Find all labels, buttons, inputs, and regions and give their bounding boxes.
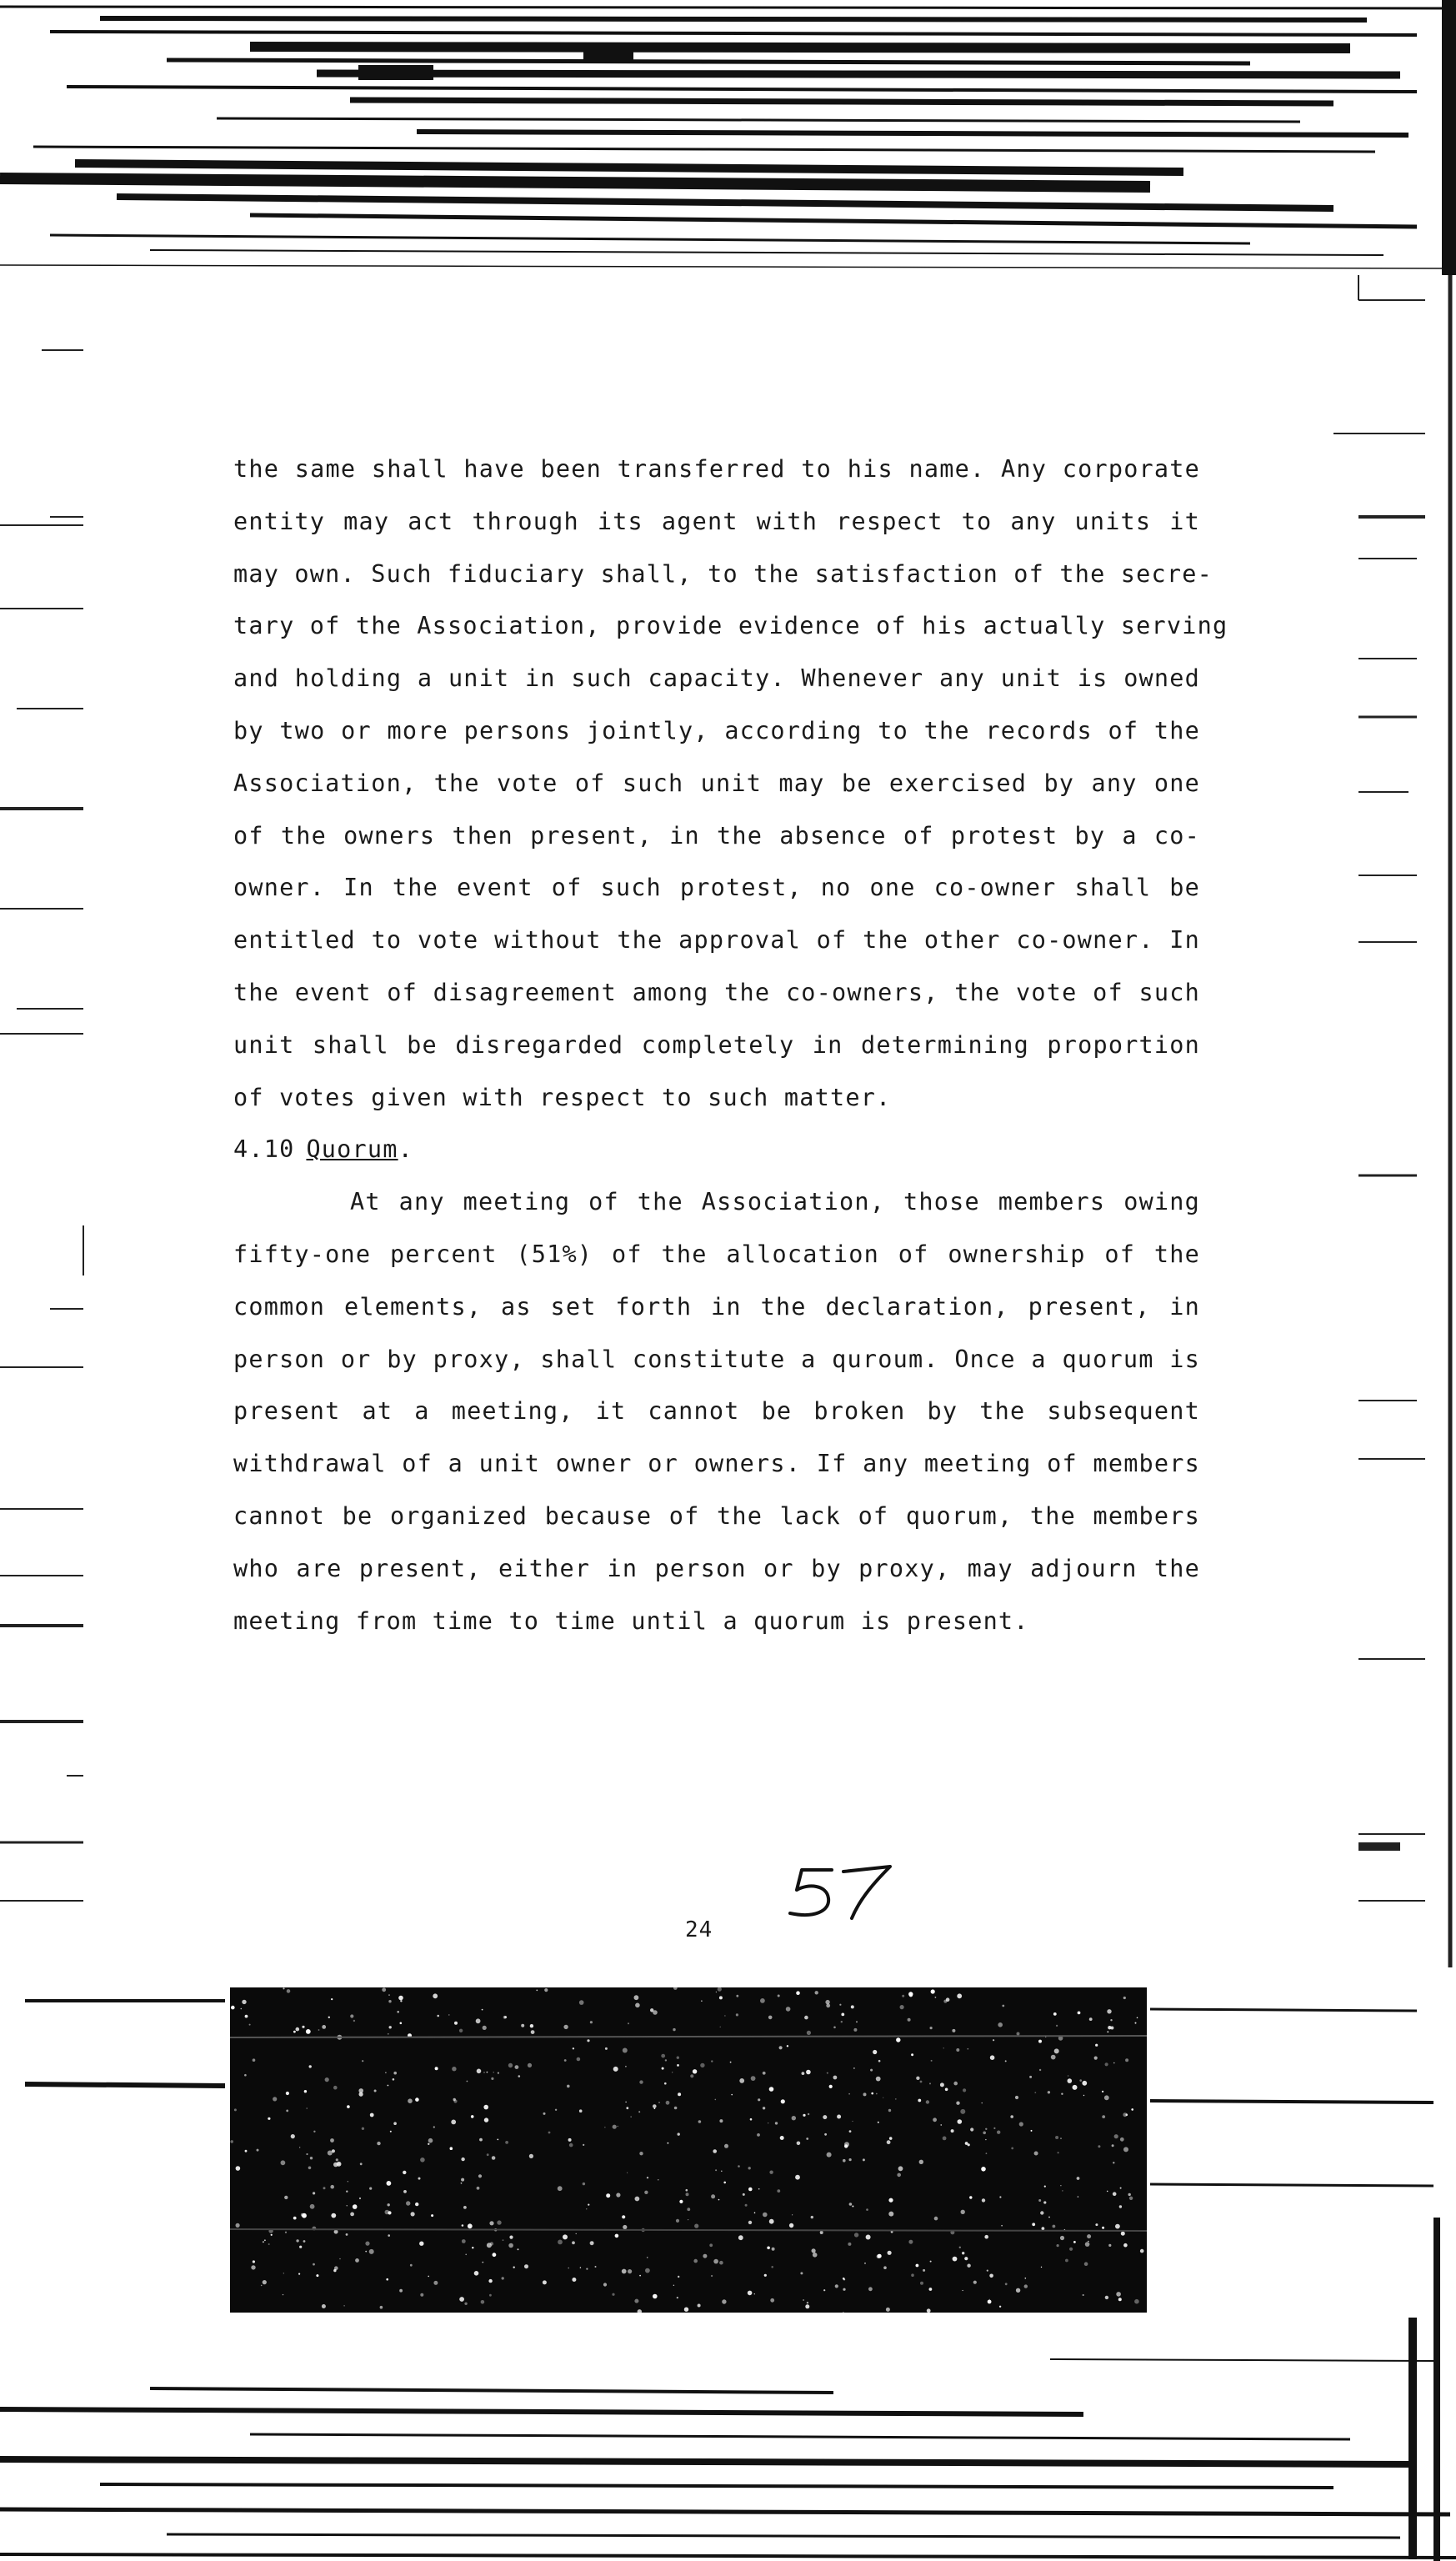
section-number: 4.10 bbox=[233, 1135, 295, 1164]
paragraph-voting bbox=[233, 444, 1228, 1124]
section-title: Quorum bbox=[306, 1135, 398, 1164]
section-title-punctuation: . bbox=[398, 1135, 413, 1164]
text-line: owner. In the event of such protest, no one co-owner shall be bbox=[233, 874, 1200, 902]
text-line: Association, the vote of such unit may be exercised by any one bbox=[233, 769, 1200, 797]
text-line: entitled to vote without the approval of the other co-owner. In bbox=[233, 926, 1200, 955]
text-line: may own. Such fiduciary shall, to the satisfaction of the secre- bbox=[233, 559, 1213, 588]
text-line: who are present, either in person or by proxy, may adjourn the bbox=[233, 1554, 1200, 1582]
text-line: of votes given with respect to such matter. bbox=[233, 1083, 892, 1111]
page-number: 24 bbox=[685, 1917, 713, 1942]
text-line: At any meeting of the Association, those members owing bbox=[350, 1188, 1200, 1216]
scan-noise-left-margin bbox=[0, 275, 108, 1967]
text-line: cannot be organized because of the lack of quorum, the members bbox=[233, 1501, 1200, 1530]
text-line: by two or more persons jointly, according to the records of the bbox=[233, 716, 1200, 744]
document-body bbox=[233, 444, 1228, 1647]
text-line: the event of disagreement among the co-owners, the vote of such bbox=[233, 978, 1200, 1006]
text-line: the same shall have been transferred to his name. Any corporate bbox=[233, 455, 1200, 483]
handwritten-number bbox=[783, 1863, 896, 1922]
text-line: withdrawal of a unit owner or owners. If any meeting of members bbox=[233, 1450, 1200, 1478]
text-line: person or by proxy, shall constitute a quroum. Once a quorum is bbox=[233, 1345, 1200, 1373]
text-line: unit shall be disregarded completely in determining proportion bbox=[233, 1030, 1200, 1059]
text-line: of the owners then present, in the absence of protest by a co- bbox=[233, 821, 1200, 849]
scan-noise-top bbox=[0, 0, 1456, 275]
text-line: entity may act through its agent with respect to any units it bbox=[233, 507, 1200, 535]
text-line: meeting from time to time until a quorum is present. bbox=[233, 1606, 1029, 1635]
text-line: common elements, as set forth in the declaration, present, in bbox=[233, 1292, 1200, 1321]
text-line: fifty-one percent (51%) of the allocation of ownership of the bbox=[233, 1240, 1200, 1268]
paragraph-quorum bbox=[233, 1176, 1200, 1647]
scan-noise-bottom bbox=[0, 1967, 1456, 2561]
scan-noise-right-margin bbox=[1333, 275, 1456, 1967]
text-line: and holding a unit in such capacity. Whenever any unit is owned bbox=[233, 664, 1200, 693]
text-line: tary of the Association, provide evidence of his actually serving bbox=[233, 612, 1228, 640]
text-line: present at a meeting, it cannot be broken by the subsequent bbox=[233, 1397, 1200, 1426]
section-heading bbox=[233, 1124, 1200, 1176]
